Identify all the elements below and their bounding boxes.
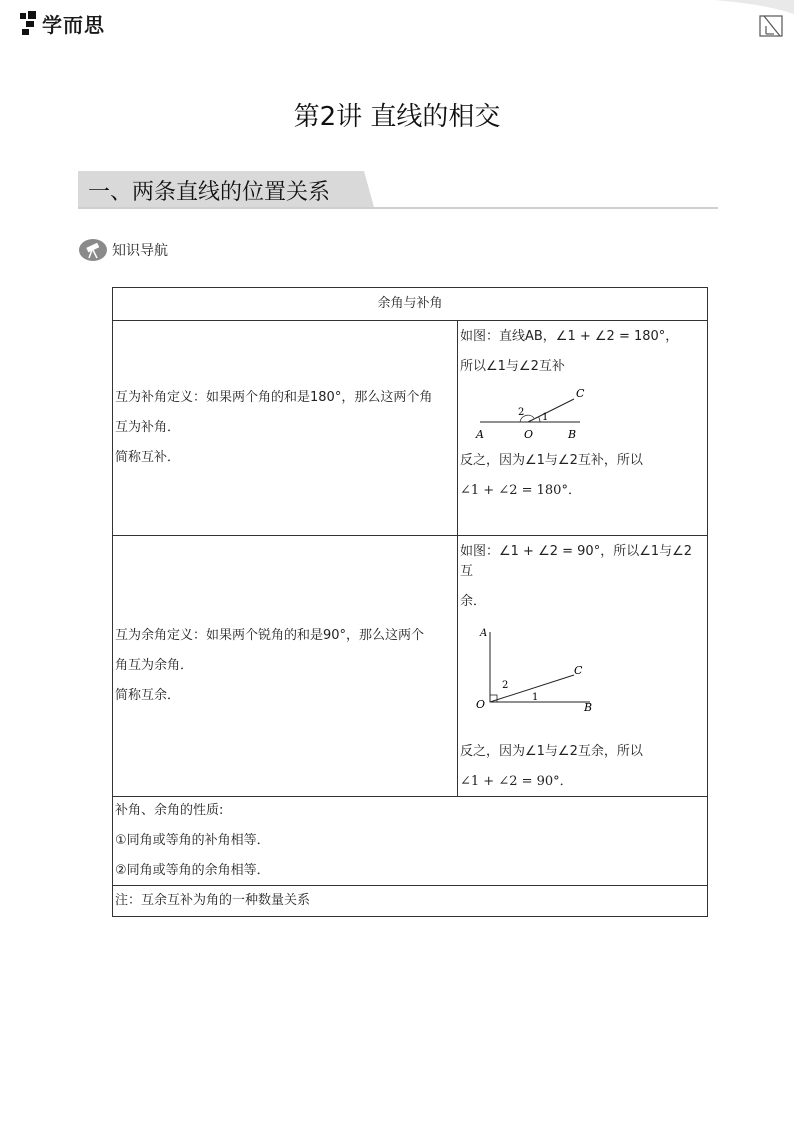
properties-cell — [113, 797, 708, 886]
complementary-ex-line: 反之，因为∠1与∠2互余，所以 — [460, 744, 643, 759]
fig-label-B: B — [568, 428, 577, 441]
supplementary-def-line: 互为补角定义：如果两个角的和是180°，那么这两个角 — [115, 390, 433, 405]
section-header — [78, 171, 718, 209]
complementary-def-line: 互为余角定义：如果两个锐角的和是90°，那么这两个 — [115, 628, 425, 643]
fig-label-B: B — [584, 701, 593, 714]
supplementary-ex-line: 反之，因为∠1与∠2互补，所以 — [460, 453, 643, 468]
knowledge-nav — [78, 238, 168, 262]
supplementary-def-line: 互为补角． — [115, 420, 181, 435]
telescope-icon — [78, 238, 108, 262]
properties-item: ①同角或等角的补角相等． — [115, 833, 270, 848]
fig-label-C: C — [574, 664, 583, 677]
logo-text: 学而思 — [42, 12, 105, 37]
complementary-def-line: 简称互余． — [115, 688, 181, 703]
complementary-def-line: 角互为余角． — [115, 658, 194, 673]
complementary-ex-line: 余． — [460, 594, 487, 609]
page-title: 第2讲 直线的相交 — [293, 102, 501, 132]
brand-logo — [18, 8, 105, 38]
fig-label-angle2: 2 — [502, 680, 509, 691]
supplementary-row — [113, 321, 708, 536]
supplementary-ex-line: 所以∠1与∠2互补 — [460, 359, 565, 374]
note-row — [113, 886, 708, 917]
fig-label-O: O — [476, 698, 486, 711]
supplementary-angle-figure — [470, 387, 600, 445]
fig-label-angle2: 2 — [518, 407, 525, 418]
fig-label-C: C — [576, 387, 585, 400]
fig-label-A: A — [476, 428, 484, 441]
supplementary-ex-line: ∠1 + ∠2 = 180°． — [460, 483, 581, 498]
fig-label-angle1: 1 — [542, 412, 549, 423]
ruler-triangle-icon — [760, 16, 782, 36]
supplementary-example — [458, 321, 708, 536]
fig-label-angle1: 1 — [532, 692, 539, 703]
supplementary-definition — [113, 321, 458, 536]
complementary-row — [113, 536, 708, 797]
properties-item: ②同角或等角的余角相等． — [115, 863, 270, 878]
complementary-definition — [113, 536, 458, 797]
fig-label-O: O — [524, 428, 534, 441]
properties-row — [113, 797, 708, 886]
supplementary-def-line: 简称互补． — [115, 450, 181, 465]
section-title: 一、两条直线的位置关系 — [88, 180, 331, 205]
complementary-example — [458, 536, 708, 797]
complementary-ex-line: ∠1 + ∠2 = 90°． — [460, 774, 573, 789]
properties-title: 补角、余角的性质: — [115, 803, 224, 818]
complementary-ex-line: 如图：∠1 + ∠2 = 90°，所以∠1与∠2互 — [460, 544, 693, 579]
concept-table — [112, 287, 708, 917]
note-cell: 注：互余互补为角的一种数量关系 — [113, 886, 708, 917]
table-header-row — [113, 288, 708, 321]
corner-decoration — [674, 0, 794, 50]
fig-label-A: A — [480, 628, 488, 639]
logo-icon — [18, 10, 40, 36]
knowledge-nav-label: 知识导航 — [112, 243, 168, 259]
complementary-angle-figure — [470, 622, 610, 714]
table-header-cell: 余角与补角 — [113, 288, 708, 321]
supplementary-ex-line: 如图：直线AB，∠1 + ∠2 = 180°， — [460, 329, 679, 344]
